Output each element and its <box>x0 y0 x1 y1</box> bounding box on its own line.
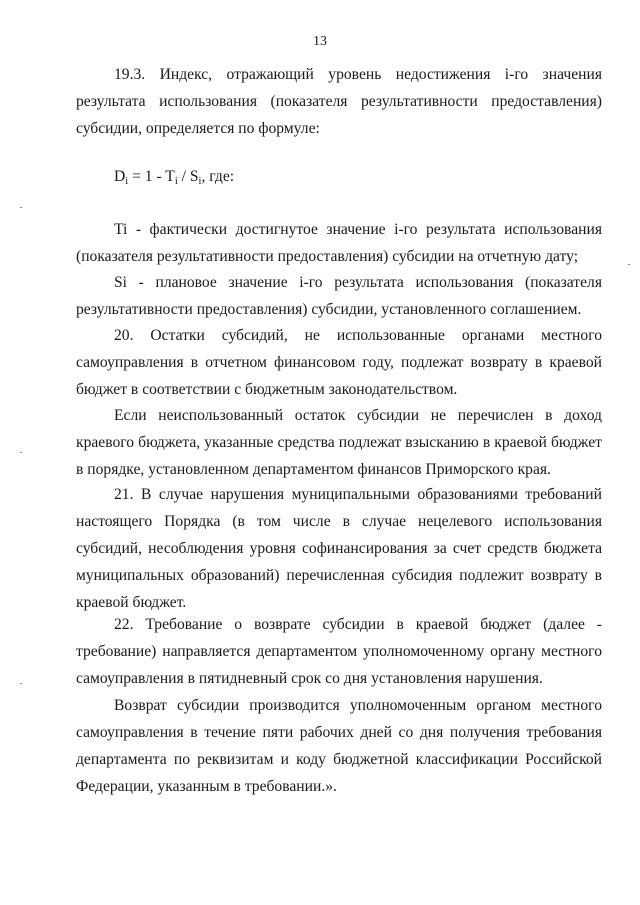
paragraph-22-2: Возврат субсидии производится уполномоченным органом местного самоуправления в течение пяти рабочих дней со дня получения требования департамента по реквизитам и коду бюджетной классификации Российской Федерации, указанным в требовании.». <box>76 697 602 795</box>
formula <box>114 163 234 192</box>
formula-sub-i-2: i <box>174 176 178 187</box>
formula-d: D <box>114 168 126 185</box>
paragraph-19-3: 19.3. Индекс, отражающий уровень недостижения i-го значения результата использования (показателя результативности предоставления) субсидии, определяется по формуле: <box>76 66 602 137</box>
formula-mid2: / S <box>177 168 199 185</box>
paragraph-si: Si - плановое значение i-го результата использования (показателя результативности предоставления) субсидии, установленного соглашением. <box>76 274 602 318</box>
scan-mark <box>20 683 22 684</box>
scan-mark <box>20 207 22 208</box>
paragraph-20: 20. Остатки субсидий, не использованные органами местного самоуправления в отчетном финансовом году, подлежат возврату в краевой бюджет в соответствии с бюджетным законодательством. <box>76 327 602 398</box>
paragraph-ti: Ti - фактически достигнутое значение i-го результата использования (показателя результативности предоставления) субсидии на отчетную дату; <box>76 221 602 265</box>
formula-sub-i: i <box>125 176 129 187</box>
scan-mark <box>20 452 22 453</box>
paragraph-21: 21. В случае нарушения муниципальными образованиями требований настоящего Порядка (в том числе в случае нецелевого использования субсидий, несоблюдения уровня софинансирования за счет средств бюджета муниципальных образований) перечисленная субсидия подлежит возврату в краевой бюджет. <box>76 486 602 611</box>
formula-sub-i-3: i <box>198 176 202 187</box>
paragraph-22: 22. Требование о возврате субсидии в краевой бюджет (далее - требование) направляется департаментом уполномоченному органу местного самоуправления в пятидневный срок со дня установления нарушения. <box>76 616 602 687</box>
page-number: 13 <box>313 34 327 49</box>
formula-tail: , где: <box>201 168 235 185</box>
paragraph-20-2: Если неиспользованный остаток субсидии не перечислен в доход краевого бюджета, указанные средства подлежат взысканию в краевой бюджет в порядке, установленном департаментом финансов Приморского края. <box>76 407 602 478</box>
formula-mid1: = 1 - T <box>128 168 175 185</box>
scan-mark <box>628 264 630 265</box>
